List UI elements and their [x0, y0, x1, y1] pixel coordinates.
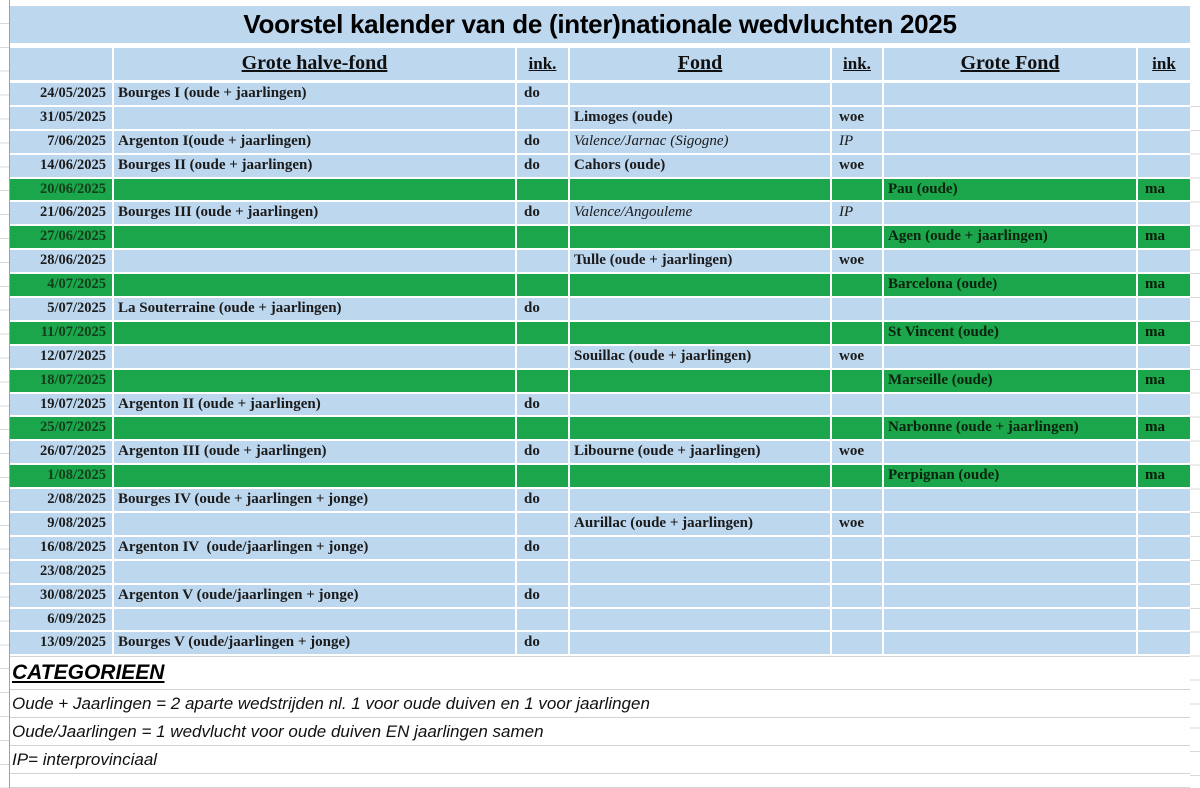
grote-halve-fond-cell[interactable]: Argenton II (oude + jaarlingen): [114, 394, 515, 416]
grote-fond-cell[interactable]: [884, 585, 1136, 607]
grote-fond-cell[interactable]: [884, 561, 1136, 583]
gf-ink-cell[interactable]: ma: [1138, 322, 1190, 344]
grote-halve-fond-cell[interactable]: Bourges III (oude + jaarlingen): [114, 202, 515, 224]
table-row: [10, 179, 1190, 201]
grote-fond-cell[interactable]: [884, 513, 1136, 535]
ghf-ink-cell[interactable]: [517, 609, 568, 631]
grote-fond-cell[interactable]: [884, 202, 1136, 224]
fond-ink-cell[interactable]: [832, 537, 882, 559]
grote-fond-cell[interactable]: [884, 250, 1136, 272]
fond-ink-cell[interactable]: IP: [832, 131, 882, 153]
legend-line-oude-jaarlingen[interactable]: Oude/Jaarlingen = 1 wedvlucht voor oude duiven EN jaarlingen samen: [10, 718, 1190, 746]
table-row: [10, 322, 1190, 344]
date-cell[interactable]: 5/07/2025: [10, 298, 112, 320]
fond-ink-cell[interactable]: woe: [832, 155, 882, 177]
grote-halve-fond-cell[interactable]: [114, 226, 515, 248]
grote-fond-cell[interactable]: Pau (oude): [884, 179, 1136, 201]
gf-ink-cell[interactable]: [1138, 489, 1190, 511]
date-cell[interactable]: 23/08/2025: [10, 561, 112, 583]
fond-ink-cell[interactable]: [832, 585, 882, 607]
grote-fond-cell[interactable]: Agen (oude + jaarlingen): [884, 226, 1136, 248]
ghf-ink-cell[interactable]: [517, 370, 568, 392]
grote-fond-cell[interactable]: [884, 83, 1136, 105]
fond-ink-cell[interactable]: [832, 226, 882, 248]
grid-margin-strip: [1190, 83, 1200, 788]
legend-line-oude-plus-jaarlingen[interactable]: Oude + Jaarlingen = 2 aparte wedstrijden nl. 1 voor oude duiven en 1 voor jaarlingen: [10, 690, 1190, 718]
date-cell[interactable]: 20/06/2025: [10, 179, 112, 201]
grote-halve-fond-cell[interactable]: [114, 609, 515, 631]
legend-heading: CATEGORIEEN: [12, 661, 165, 685]
header-ink3-cell[interactable]: [1138, 48, 1190, 80]
gf-ink-cell[interactable]: [1138, 394, 1190, 416]
grote-halve-fond-cell[interactable]: [114, 346, 515, 368]
table-row: [10, 394, 1190, 416]
fond-ink-cell[interactable]: [832, 179, 882, 201]
calendar-table: [10, 0, 1190, 788]
grote-halve-fond-cell[interactable]: [114, 274, 515, 296]
table-row: [10, 465, 1190, 487]
gf-ink-cell[interactable]: ma: [1138, 465, 1190, 487]
table-row: [10, 155, 1190, 177]
table-row: [10, 250, 1190, 272]
fond-ink-cell[interactable]: woe: [832, 513, 882, 535]
fond-ink-cell[interactable]: [832, 83, 882, 105]
legend: [10, 656, 1190, 788]
table-row: [10, 107, 1190, 129]
ghf-ink-cell[interactable]: [517, 250, 568, 272]
fond-ink-cell[interactable]: woe: [832, 250, 882, 272]
fond-cell[interactable]: [570, 609, 830, 631]
grote-halve-fond-cell[interactable]: Bourges V (oude/jaarlingen + jonge): [114, 632, 515, 654]
ghf-ink-cell[interactable]: do: [517, 298, 568, 320]
grote-halve-fond-cell[interactable]: La Souterraine (oude + jaarlingen): [114, 298, 515, 320]
grote-fond-cell[interactable]: [884, 394, 1136, 416]
ghf-ink-cell[interactable]: [517, 513, 568, 535]
fond-ink-cell[interactable]: [832, 322, 882, 344]
date-cell[interactable]: 21/06/2025: [10, 202, 112, 224]
fond-ink-cell[interactable]: [832, 609, 882, 631]
gf-ink-cell[interactable]: ma: [1138, 370, 1190, 392]
gf-ink-cell[interactable]: [1138, 346, 1190, 368]
date-cell[interactable]: 30/08/2025: [10, 585, 112, 607]
fond-cell[interactable]: [570, 322, 830, 344]
fond-ink-cell[interactable]: [832, 298, 882, 320]
table-row: [10, 417, 1190, 439]
grote-halve-fond-cell[interactable]: Argenton IV (oude/jaarlingen + jonge): [114, 537, 515, 559]
date-cell[interactable]: 31/05/2025: [10, 107, 112, 129]
fond-cell[interactable]: Libourne (oude + jaarlingen): [570, 441, 830, 463]
grote-fond-cell[interactable]: [884, 107, 1136, 129]
grote-fond-cell[interactable]: [884, 441, 1136, 463]
gf-ink-cell[interactable]: ma: [1138, 274, 1190, 296]
table-row: [10, 513, 1190, 535]
fond-cell[interactable]: [570, 394, 830, 416]
grote-fond-cell[interactable]: [884, 489, 1136, 511]
grote-fond-cell[interactable]: [884, 298, 1136, 320]
grote-halve-fond-cell[interactable]: [114, 179, 515, 201]
gf-ink-cell[interactable]: [1138, 155, 1190, 177]
table-row: [10, 346, 1190, 368]
gf-ink-cell[interactable]: [1138, 131, 1190, 153]
fond-cell[interactable]: [570, 465, 830, 487]
grote-halve-fond-cell[interactable]: Argenton V (oude/jaarlingen + jonge): [114, 585, 515, 607]
date-cell[interactable]: 24/05/2025: [10, 83, 112, 105]
date-cell[interactable]: 1/08/2025: [10, 465, 112, 487]
title-cell[interactable]: [10, 6, 1190, 43]
table-row: [10, 83, 1190, 105]
header-ink3-label: ink: [1152, 54, 1176, 74]
table-row: [10, 489, 1190, 511]
fond-cell[interactable]: [570, 226, 830, 248]
ghf-ink-cell[interactable]: [517, 322, 568, 344]
table-body: [10, 83, 1190, 654]
fond-ink-cell[interactable]: [832, 417, 882, 439]
fond-cell[interactable]: [570, 370, 830, 392]
fond-ink-cell[interactable]: woe: [832, 107, 882, 129]
ghf-ink-cell[interactable]: [517, 274, 568, 296]
grote-halve-fond-cell[interactable]: Bourges II (oude + jaarlingen): [114, 155, 515, 177]
grote-halve-fond-cell[interactable]: [114, 465, 515, 487]
header-fond-label: Fond: [677, 52, 723, 75]
table-row: [10, 226, 1190, 248]
date-cell[interactable]: 18/07/2025: [10, 370, 112, 392]
grote-fond-cell[interactable]: Perpignan (oude): [884, 465, 1136, 487]
fond-cell[interactable]: Limoges (oude): [570, 107, 830, 129]
grote-halve-fond-cell[interactable]: [114, 250, 515, 272]
gf-ink-cell[interactable]: [1138, 537, 1190, 559]
gf-ink-cell[interactable]: [1138, 202, 1190, 224]
grote-halve-fond-cell[interactable]: Bourges IV (oude + jaarlingen + jonge): [114, 489, 515, 511]
header-grote-halve-fond-cell[interactable]: [114, 48, 515, 80]
header-ink1-label: ink.: [528, 54, 557, 74]
table-row: [10, 561, 1190, 583]
gf-ink-cell[interactable]: ma: [1138, 417, 1190, 439]
date-cell[interactable]: 9/08/2025: [10, 513, 112, 535]
date-cell[interactable]: 25/07/2025: [10, 417, 112, 439]
table-row: [10, 632, 1190, 654]
grote-halve-fond-cell[interactable]: Argenton III (oude + jaarlingen): [114, 441, 515, 463]
grote-halve-fond-cell[interactable]: [114, 561, 515, 583]
header-grote-fond-cell[interactable]: [884, 48, 1136, 80]
gf-ink-cell[interactable]: [1138, 441, 1190, 463]
fond-cell[interactable]: Valence/Jarnac (Sigogne): [570, 131, 830, 153]
date-cell[interactable]: 7/06/2025: [10, 131, 112, 153]
ghf-ink-cell[interactable]: [517, 417, 568, 439]
ghf-ink-cell[interactable]: do: [517, 537, 568, 559]
grote-fond-cell[interactable]: [884, 609, 1136, 631]
grote-halve-fond-cell[interactable]: Bourges I (oude + jaarlingen): [114, 83, 515, 105]
table-row: [10, 274, 1190, 296]
grote-halve-fond-cell[interactable]: [114, 417, 515, 439]
grote-halve-fond-cell[interactable]: [114, 107, 515, 129]
header-grote-fond-label: Grote Fond: [960, 52, 1060, 75]
grote-halve-fond-cell[interactable]: Argenton I(oude + jaarlingen): [114, 131, 515, 153]
legend-empty-row: [10, 774, 1190, 788]
grote-fond-cell[interactable]: [884, 537, 1136, 559]
date-cell[interactable]: 26/07/2025: [10, 441, 112, 463]
fond-cell[interactable]: Aurillac (oude + jaarlingen): [570, 513, 830, 535]
table-header-row: [10, 48, 1190, 80]
table-row: [10, 298, 1190, 320]
grote-fond-cell[interactable]: Marseille (oude): [884, 370, 1136, 392]
gf-ink-cell[interactable]: [1138, 632, 1190, 654]
fond-cell[interactable]: [570, 537, 830, 559]
grote-fond-cell[interactable]: Barcelona (oude): [884, 274, 1136, 296]
header-ink1-cell[interactable]: [517, 48, 568, 80]
fond-cell[interactable]: [570, 489, 830, 511]
fond-cell[interactable]: [570, 632, 830, 654]
date-cell[interactable]: 27/06/2025: [10, 226, 112, 248]
fond-cell[interactable]: [570, 417, 830, 439]
grote-halve-fond-cell[interactable]: [114, 370, 515, 392]
row-header-strip: [0, 0, 10, 788]
table-row: [10, 131, 1190, 153]
table-row: [10, 202, 1190, 224]
legend-heading-row[interactable]: [10, 656, 1190, 690]
fond-ink-cell[interactable]: [832, 465, 882, 487]
ghf-ink-cell[interactable]: [517, 226, 568, 248]
fond-cell[interactable]: Valence/Angouleme: [570, 202, 830, 224]
fond-ink-cell[interactable]: [832, 489, 882, 511]
grote-fond-cell[interactable]: [884, 131, 1136, 153]
table-row: [10, 585, 1190, 607]
fond-cell[interactable]: [570, 561, 830, 583]
ghf-ink-cell[interactable]: [517, 561, 568, 583]
ghf-ink-cell[interactable]: do: [517, 155, 568, 177]
table-row: [10, 370, 1190, 392]
header-fond-cell[interactable]: [570, 48, 830, 80]
date-cell[interactable]: 28/06/2025: [10, 250, 112, 272]
gf-ink-cell[interactable]: [1138, 609, 1190, 631]
gf-ink-cell[interactable]: [1138, 83, 1190, 105]
ghf-ink-cell[interactable]: do: [517, 489, 568, 511]
header-grote-halve-fond-label: Grote halve-fond: [241, 52, 388, 75]
ghf-ink-cell[interactable]: do: [517, 632, 568, 654]
fond-ink-cell[interactable]: [832, 274, 882, 296]
date-cell[interactable]: 4/07/2025: [10, 274, 112, 296]
date-cell[interactable]: 14/06/2025: [10, 155, 112, 177]
fond-ink-cell[interactable]: [832, 632, 882, 654]
fond-cell[interactable]: Souillac (oude + jaarlingen): [570, 346, 830, 368]
fond-ink-cell[interactable]: [832, 561, 882, 583]
fond-ink-cell[interactable]: woe: [832, 441, 882, 463]
ghf-ink-cell[interactable]: do: [517, 394, 568, 416]
header-ink2-label: ink.: [843, 54, 871, 74]
fond-ink-cell[interactable]: [832, 370, 882, 392]
fond-cell[interactable]: [570, 585, 830, 607]
gf-ink-cell[interactable]: [1138, 561, 1190, 583]
fond-cell[interactable]: [570, 83, 830, 105]
gf-ink-cell[interactable]: ma: [1138, 226, 1190, 248]
fond-ink-cell[interactable]: woe: [832, 346, 882, 368]
grote-halve-fond-cell[interactable]: [114, 322, 515, 344]
grote-fond-cell[interactable]: [884, 346, 1136, 368]
date-cell[interactable]: 2/08/2025: [10, 489, 112, 511]
fond-cell[interactable]: [570, 274, 830, 296]
ghf-ink-cell[interactable]: do: [517, 585, 568, 607]
gf-ink-cell[interactable]: [1138, 107, 1190, 129]
date-cell[interactable]: 16/08/2025: [10, 537, 112, 559]
ghf-ink-cell[interactable]: do: [517, 202, 568, 224]
gf-ink-cell[interactable]: [1138, 298, 1190, 320]
ghf-ink-cell[interactable]: do: [517, 83, 568, 105]
table-row: [10, 609, 1190, 631]
grote-fond-cell[interactable]: [884, 632, 1136, 654]
table-row: [10, 441, 1190, 463]
date-cell[interactable]: 11/07/2025: [10, 322, 112, 344]
ghf-ink-cell[interactable]: do: [517, 441, 568, 463]
gf-ink-cell[interactable]: [1138, 513, 1190, 535]
fond-cell[interactable]: Tulle (oude + jaarlingen): [570, 250, 830, 272]
ghf-ink-cell[interactable]: [517, 346, 568, 368]
grote-fond-cell[interactable]: Narbonne (oude + jaarlingen): [884, 417, 1136, 439]
fond-cell[interactable]: [570, 179, 830, 201]
legend-line-ip[interactable]: IP= interprovinciaal: [10, 746, 1190, 774]
fond-ink-cell[interactable]: IP: [832, 202, 882, 224]
ghf-ink-cell[interactable]: do: [517, 131, 568, 153]
gf-ink-cell[interactable]: [1138, 250, 1190, 272]
date-cell[interactable]: 6/09/2025: [10, 609, 112, 631]
fond-cell[interactable]: Cahors (oude): [570, 155, 830, 177]
page-title: Voorstel kalender van de (inter)nationale wedvluchten 2025: [243, 9, 957, 39]
ghf-ink-cell[interactable]: [517, 465, 568, 487]
fond-cell[interactable]: [570, 298, 830, 320]
table-row: [10, 537, 1190, 559]
date-cell[interactable]: 12/07/2025: [10, 346, 112, 368]
gf-ink-cell[interactable]: ma: [1138, 179, 1190, 201]
grote-halve-fond-cell[interactable]: [114, 513, 515, 535]
date-cell[interactable]: 19/07/2025: [10, 394, 112, 416]
grote-fond-cell[interactable]: St Vincent (oude): [884, 322, 1136, 344]
gf-ink-cell[interactable]: [1138, 585, 1190, 607]
header-date-cell[interactable]: [10, 48, 112, 80]
ghf-ink-cell[interactable]: [517, 179, 568, 201]
date-cell[interactable]: 13/09/2025: [10, 632, 112, 654]
ghf-ink-cell[interactable]: [517, 107, 568, 129]
header-ink2-cell[interactable]: [832, 48, 882, 80]
grote-fond-cell[interactable]: [884, 155, 1136, 177]
fond-ink-cell[interactable]: [832, 394, 882, 416]
